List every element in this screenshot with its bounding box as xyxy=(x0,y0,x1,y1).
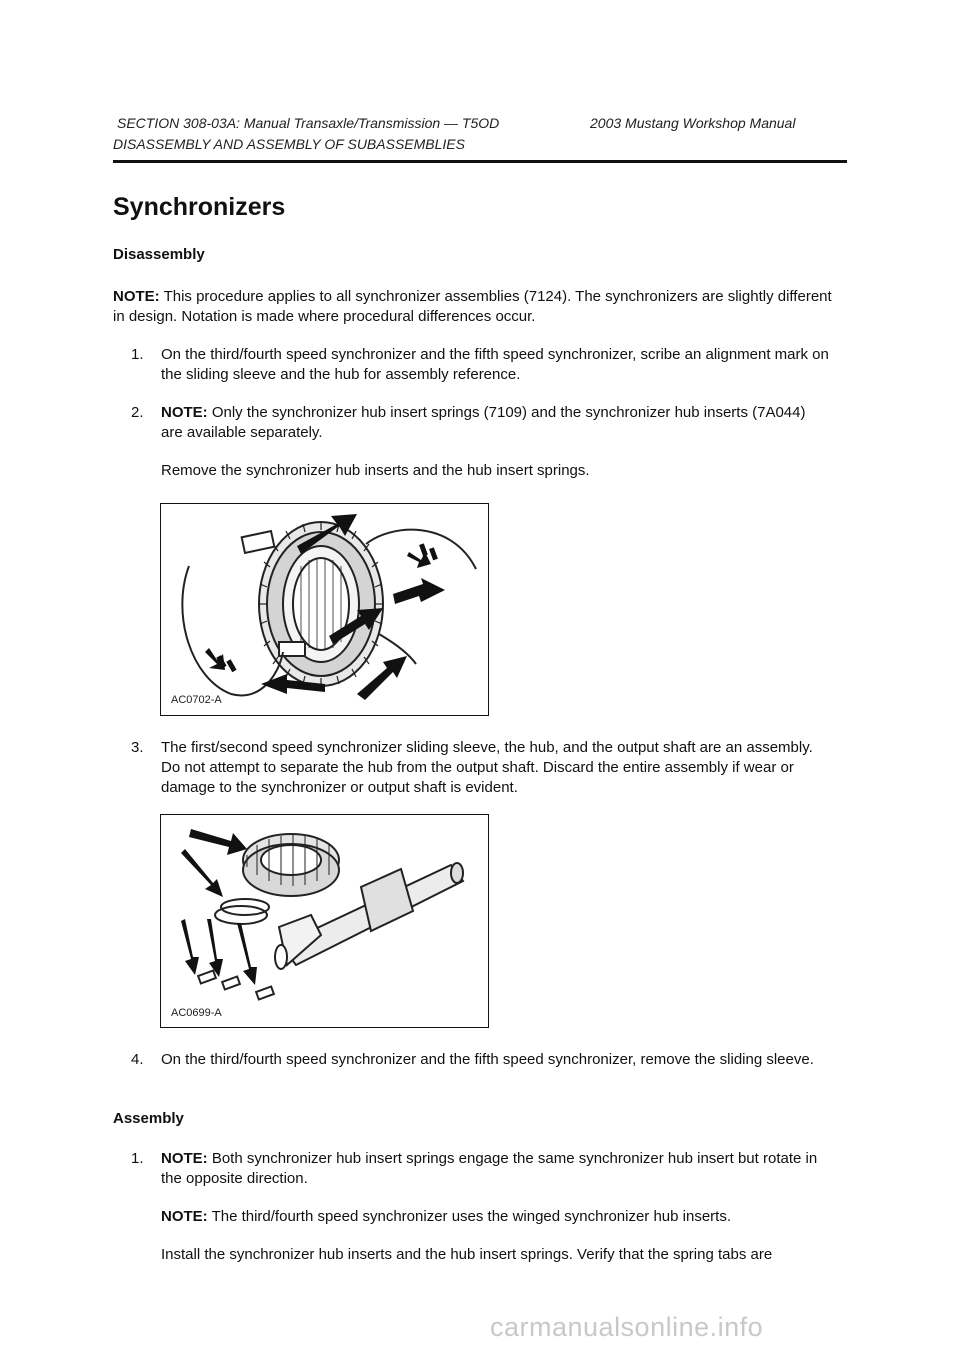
disassembly-step-4 xyxy=(131,1050,831,1088)
note-label: NOTE: xyxy=(113,288,160,305)
note-text: Both synchronizer hub insert springs engage the same synchronizer hub insert but rotate in the opposite direction. xyxy=(161,1150,818,1187)
note-label: NOTE: xyxy=(161,1150,208,1167)
note-text: Only the synchronizer hub insert springs (7109) and the synchronizer hub inserts (7A044) are available separately. xyxy=(161,404,806,441)
figure-output-shaft-synchronizer xyxy=(160,814,489,1028)
step-text: Install the synchronizer hub inserts and the hub insert springs. Verify that the spring tabs are xyxy=(161,1246,773,1263)
step-text: The first/second speed synchronizer sliding sleeve, the hub, and the output shaft are an assembly. Do not attempt to separate the hub from the output shaft. Discard the entire assembly if wear or damage to the synchronizer or output shaft is evident. xyxy=(161,739,813,796)
disassembly-step-2 xyxy=(131,403,831,499)
step-text: On the third/fourth speed synchronizer and the fifth speed synchronizer, remove the sliding sleeve. xyxy=(161,1051,814,1068)
step-number: 1. xyxy=(131,346,144,363)
section-title: SECTION 308-03A: Manual Transaxle/Transmission — T5OD xyxy=(117,115,500,131)
figure-synchronizer-hub-inserts xyxy=(160,503,489,716)
step-note xyxy=(161,1207,831,1227)
note-text: This procedure applies to all synchronizer assemblies (7124). The synchronizers are slightly different in design. Notation is made where procedural differences occur. xyxy=(113,288,832,325)
watermark: carmanualsonline.info xyxy=(490,1312,764,1342)
step-note xyxy=(161,1149,831,1189)
page-title: Synchronizers xyxy=(113,193,286,221)
disassembly-step-1 xyxy=(131,345,831,403)
assembly-step-1 xyxy=(131,1149,831,1283)
step-text: Remove the synchronizer hub inserts and the hub insert springs. xyxy=(161,462,590,479)
manual-title: 2003 Mustang Workshop Manual xyxy=(590,115,796,131)
running-header xyxy=(117,115,796,131)
note-label: NOTE: xyxy=(161,1208,208,1225)
step-note xyxy=(161,403,831,443)
disassembly-heading: Disassembly xyxy=(113,246,205,263)
note-text: The third/fourth speed synchronizer uses the winged synchronizer hub inserts. xyxy=(207,1208,732,1225)
figure-label: AC0699-A xyxy=(171,1007,222,1019)
step-number: 3. xyxy=(131,739,144,756)
output-shaft-illustration xyxy=(161,815,488,1027)
step-number: 4. xyxy=(131,1051,144,1068)
note-label: NOTE: xyxy=(161,404,208,421)
section-subtitle: DISASSEMBLY AND ASSEMBLY OF SUBASSEMBLIES xyxy=(113,136,465,152)
figure-label: AC0702-A xyxy=(171,694,222,706)
header-rule xyxy=(113,160,847,163)
synchronizer-hub-illustration xyxy=(161,504,488,715)
step-number: 2. xyxy=(131,404,144,421)
step-number: 1. xyxy=(131,1150,144,1167)
disassembly-note xyxy=(113,287,843,327)
assembly-heading: Assembly xyxy=(113,1110,184,1127)
disassembly-step-3 xyxy=(131,738,831,816)
step-text: On the third/fourth speed synchronizer and the fifth speed synchronizer, scribe an alignment mark on the sliding sleeve and the hub for assembly reference. xyxy=(161,346,829,383)
